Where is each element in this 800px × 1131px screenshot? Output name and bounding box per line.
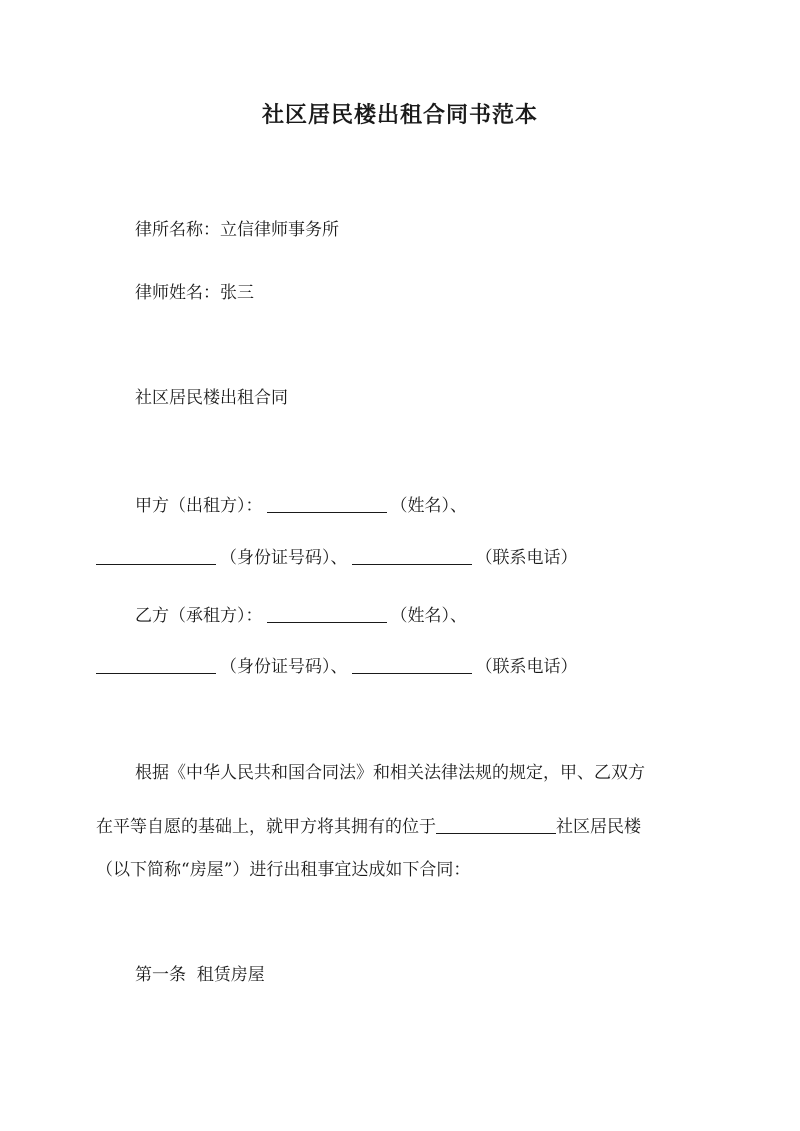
party-b-id-blank — [96, 655, 216, 674]
party-a-phone-suffix: （联系电话） — [475, 548, 578, 568]
preamble-line-2-prefix: 在平等自愿的基础上，就甲方将其拥有的位于 — [96, 817, 436, 837]
party-b-phone-blank — [352, 655, 472, 674]
lawyer-name-line: 律师姓名：张三 — [135, 283, 254, 303]
party-b-name-blank — [267, 604, 387, 623]
party-b-label: 乙方（承租方）： — [135, 606, 263, 626]
party-a-name-suffix: （姓名）、 — [390, 496, 467, 516]
document-title: 社区居民楼出租合同书范本 — [261, 102, 538, 128]
party-a-phone-blank — [352, 546, 472, 565]
preamble-line-2 — [96, 815, 641, 837]
location-blank — [436, 815, 556, 834]
party-b-name-suffix: （姓名）、 — [390, 606, 467, 626]
preamble-line-3: （以下简称“房屋”）进行出租事宜达成如下合同： — [96, 860, 471, 880]
party-a-id-suffix: （身份证号码）、 — [220, 548, 348, 568]
firm-name-line: 律所名称：立信律师事务所 — [135, 220, 339, 240]
preamble-line-2-suffix: 社区居民楼 — [556, 817, 641, 837]
party-b-details-line — [96, 655, 578, 677]
party-b-phone-suffix: （联系电话） — [475, 657, 578, 677]
party-b-id-suffix: （身份证号码）、 — [220, 657, 348, 677]
party-a-name-blank — [267, 494, 387, 513]
contract-heading: 社区居民楼出租合同 — [135, 388, 288, 408]
party-a-id-blank — [96, 546, 216, 565]
preamble-line-1: 根据《中华人民共和国合同法》和相关法律法规的规定，甲、乙双方 — [135, 763, 645, 783]
party-a-details-line — [96, 546, 578, 568]
party-a-label: 甲方（出租方）： — [135, 496, 263, 516]
article-1-heading: 第一条 租赁房屋 — [135, 965, 265, 985]
party-b-line — [135, 604, 467, 626]
party-a-line — [135, 494, 467, 516]
